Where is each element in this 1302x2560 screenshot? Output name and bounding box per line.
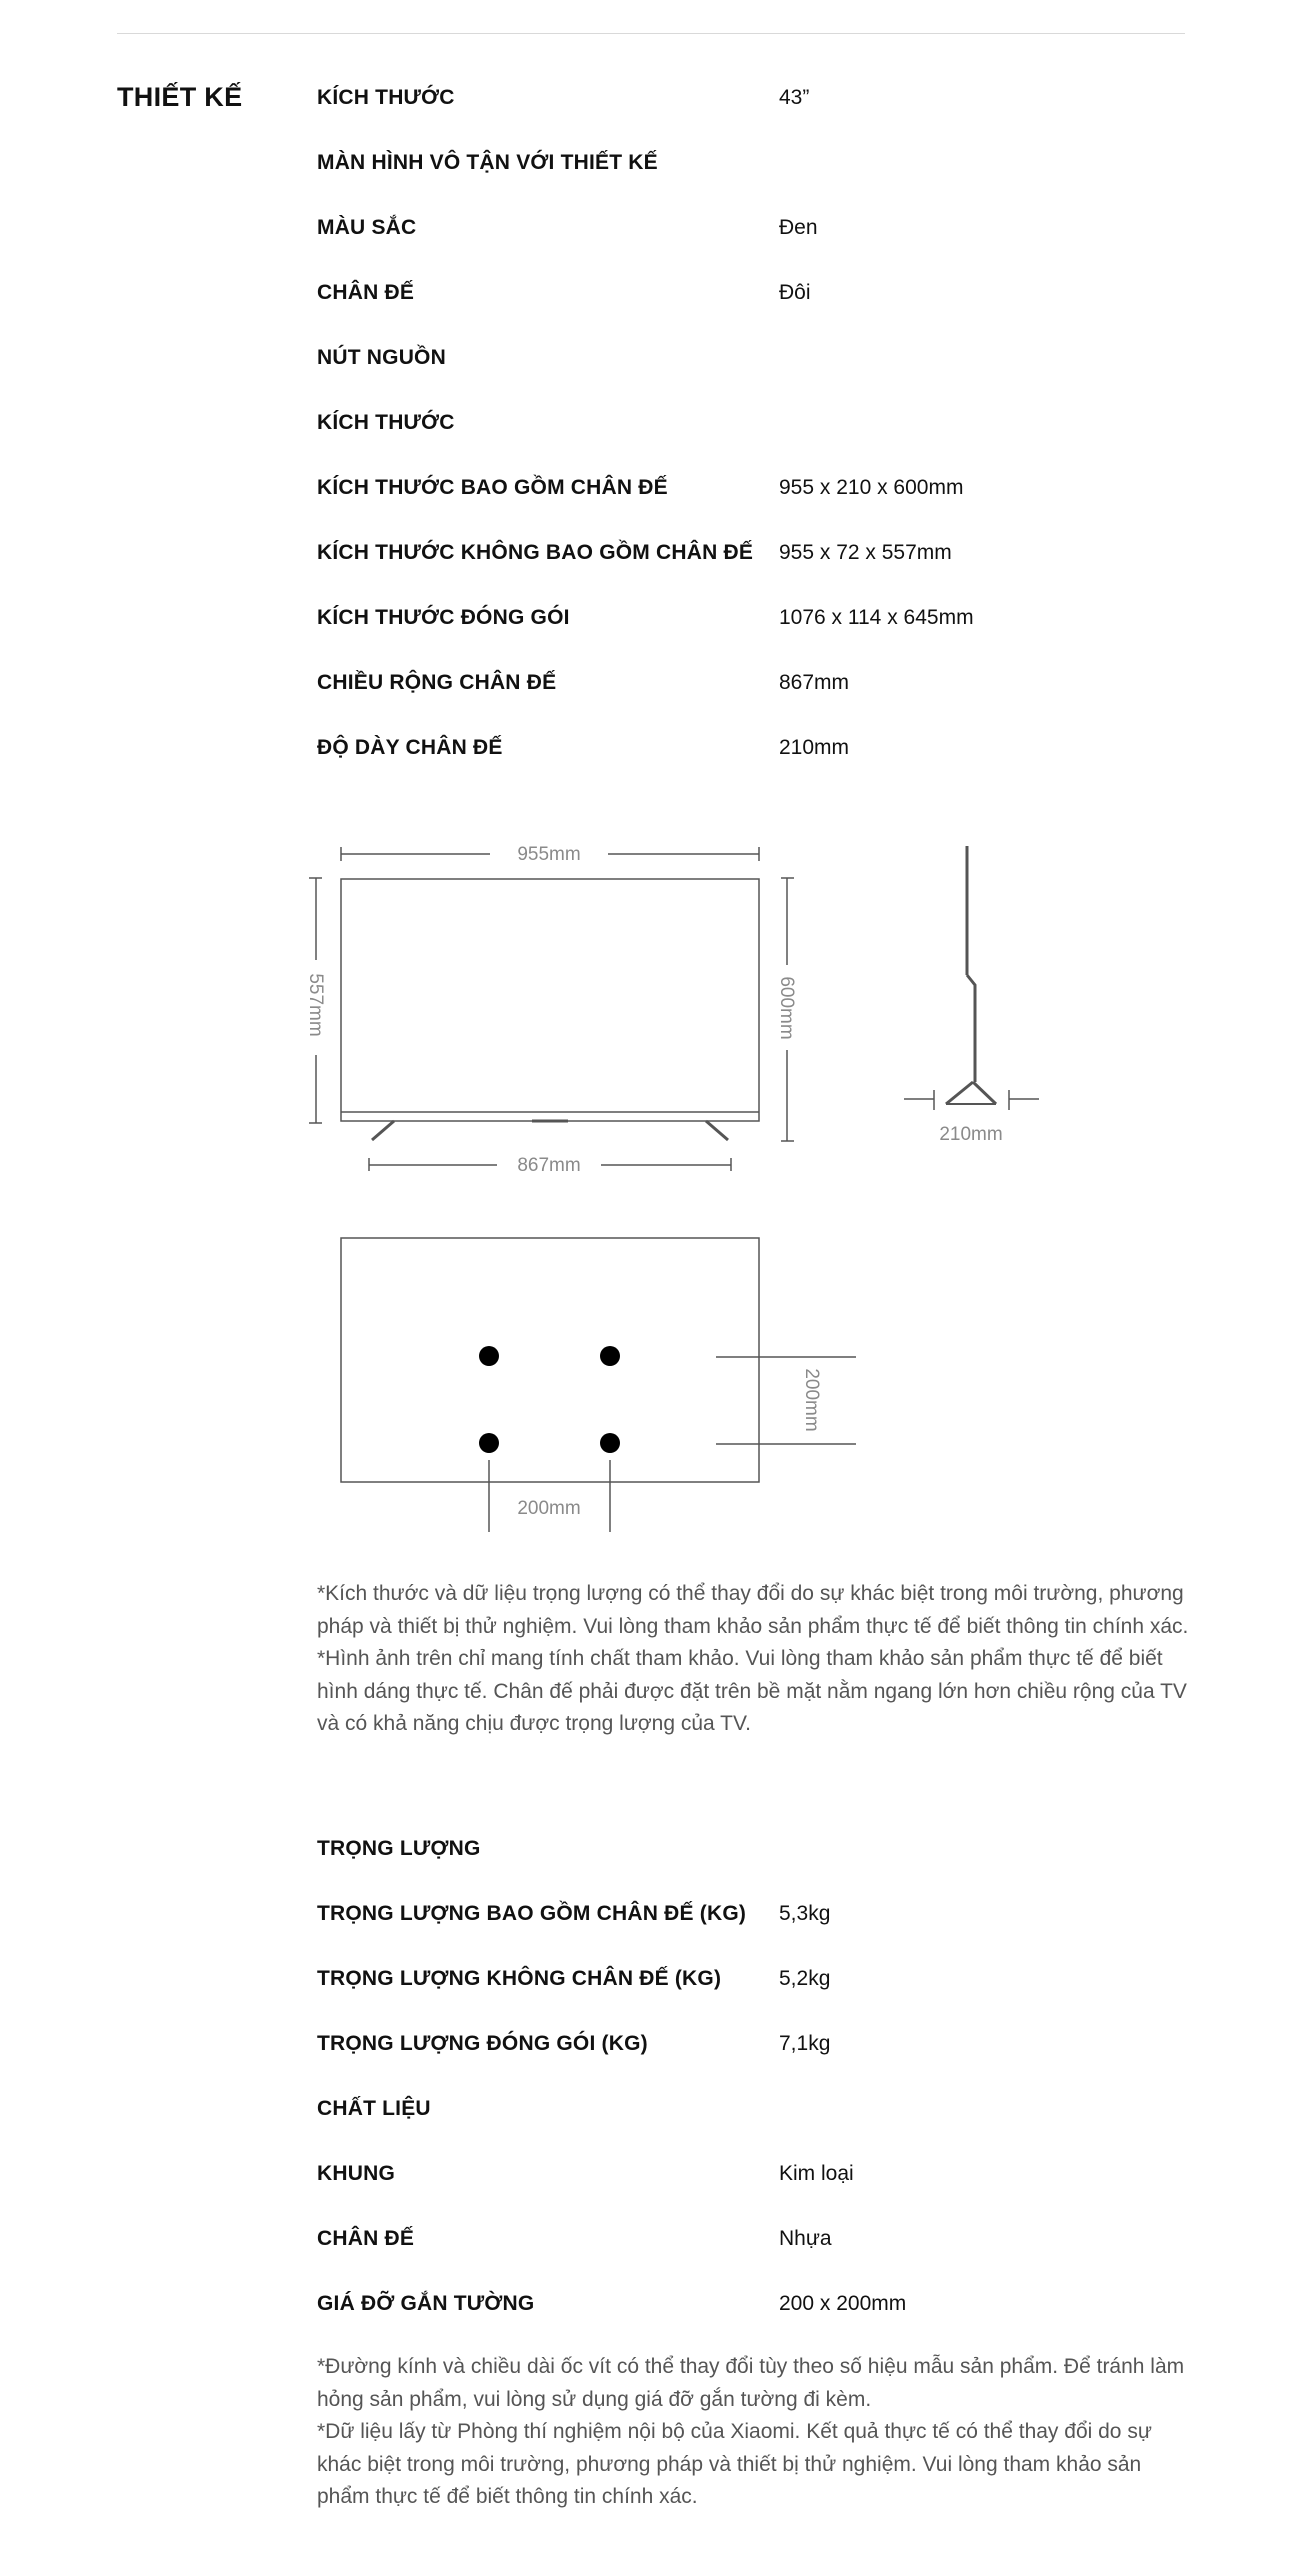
height-no-stand-label: 557mm xyxy=(305,973,326,1037)
spec-row-wall-mount xyxy=(317,2292,1197,2332)
spec-label: KÍCH THƯỚC xyxy=(317,86,455,109)
spec-label: NÚT NGUỒN xyxy=(317,346,446,369)
mount-hole xyxy=(600,1433,620,1453)
spec-value: 5,3kg xyxy=(779,1902,831,1925)
spec-label: CHIỀU RỘNG CHÂN ĐẾ xyxy=(317,671,557,694)
group-heading: TRỌNG LƯỢNG xyxy=(317,1837,481,1860)
spec-row-frame xyxy=(317,2162,1197,2202)
section-title: THIẾT KẾ xyxy=(117,82,243,112)
spec-row-size xyxy=(317,86,1197,126)
material-notes xyxy=(317,2351,1197,2514)
spec-row-color xyxy=(317,216,1197,256)
spec-label: CHÂN ĐẾ xyxy=(317,2227,415,2250)
vesa-holes xyxy=(479,1346,620,1453)
spec-row-infinite-screen xyxy=(317,151,1197,191)
tv-front-diagram xyxy=(309,847,794,1171)
spec-row-dim-package xyxy=(317,606,1197,646)
stand-width-label: 867mm xyxy=(517,1155,581,1176)
weight-heading xyxy=(317,1837,1197,1877)
spec-value: 867mm xyxy=(779,671,850,694)
spec-value: 955 x 72 x 557mm xyxy=(779,541,952,564)
note-paragraph: *Kích thước và dữ liệu trọng lượng có thể thay đổi do sự khác biệt trong môi trường, phương pháp và thiết bị thử nghiệm. Vui lòng tham khảo sản phẩm thực tế để biết thông tin chính xác. xyxy=(317,1582,1189,1638)
stand-depth-label: 210mm xyxy=(939,1124,1003,1145)
dimensions-heading xyxy=(317,411,1197,451)
spec-label: TRỌNG LƯỢNG BAO GỒM CHÂN ĐẾ (KG) xyxy=(317,1902,747,1925)
group-heading: CHẤT LIỆU xyxy=(317,2097,431,2120)
group-heading: KÍCH THƯỚC xyxy=(317,411,455,434)
spec-row-stand-depth xyxy=(317,736,1197,776)
spec-value: 200 x 200mm xyxy=(779,2292,907,2315)
spec-row-stand xyxy=(317,281,1197,321)
spec-row-dim-without-stand xyxy=(317,541,1197,581)
tv-side-diagram xyxy=(904,846,1039,1110)
spec-value: Đôi xyxy=(779,281,811,304)
vesa-horizontal-label: 200mm xyxy=(517,1498,581,1519)
spec-label: GIÁ ĐỠ GẮN TƯỜNG xyxy=(317,2292,535,2315)
spec-row-stand-material xyxy=(317,2227,1197,2267)
vesa-diagram xyxy=(341,1238,856,1532)
mount-hole xyxy=(479,1346,499,1366)
spec-label: CHÂN ĐẾ xyxy=(317,281,415,304)
spec-label: KHUNG xyxy=(317,2162,395,2185)
note-paragraph: *Hình ảnh trên chỉ mang tính chất tham khảo. Vui lòng tham khảo sản phẩm thực tế để biết hình dáng thực tế. Chân đế phải được đặt trên bề mặt nằm ngang lớn hơn chiều rộng của TV và có khả năng chịu được trọng lượng của TV. xyxy=(317,1647,1187,1735)
spec-label: KÍCH THƯỚC KHÔNG BAO GỒM CHÂN ĐẾ xyxy=(317,541,754,564)
spec-label: KÍCH THƯỚC ĐÓNG GÓI xyxy=(317,606,570,629)
spec-row-stand-width xyxy=(317,671,1197,711)
spec-label: KÍCH THƯỚC BAO GỒM CHÂN ĐẾ xyxy=(317,476,668,499)
width-label: 955mm xyxy=(517,844,581,865)
spec-value: Đen xyxy=(779,216,818,239)
spec-row-weight-without-stand xyxy=(317,1967,1197,2007)
spec-row-dim-with-stand xyxy=(317,476,1197,516)
spec-label: MÀU SẮC xyxy=(317,216,417,239)
spec-row-power-button xyxy=(317,346,1197,386)
spec-label: MÀN HÌNH VÔ TẬN VỚI THIẾT KẾ xyxy=(317,151,658,174)
spec-label: TRỌNG LƯỢNG KHÔNG CHÂN ĐẾ (KG) xyxy=(317,1967,722,1990)
spec-value: 5,2kg xyxy=(779,1967,831,1990)
spec-value: Kim loại xyxy=(779,2162,854,2185)
dimension-notes xyxy=(317,1578,1197,1741)
spec-row-weight-package xyxy=(317,2032,1197,2072)
spec-row-weight-with-stand xyxy=(317,1902,1197,1942)
mount-hole xyxy=(479,1433,499,1453)
material-heading xyxy=(317,2097,1197,2137)
note-paragraph: *Đường kính và chiều dài ốc vít có thể thay đổi tùy theo số hiệu mẫu sản phẩm. Để tránh làm hỏng sản phẩm, vui lòng sử dụng giá đỡ gắn tường đi kèm. xyxy=(317,2355,1185,2411)
spec-value: 1076 x 114 x 645mm xyxy=(779,606,974,629)
spec-value: 43” xyxy=(779,86,810,109)
top-divider xyxy=(117,33,1185,34)
vesa-vertical-label: 200mm xyxy=(801,1368,822,1432)
mount-hole xyxy=(600,1346,620,1366)
spec-value: Nhựa xyxy=(779,2227,832,2250)
spec-value: 7,1kg xyxy=(779,2032,831,2055)
spec-value: 955 x 210 x 600mm xyxy=(779,476,964,499)
spec-label: TRỌNG LƯỢNG ĐÓNG GÓI (KG) xyxy=(317,2032,648,2055)
spec-label: ĐỘ DÀY CHÂN ĐẾ xyxy=(317,736,503,759)
spec-value: 210mm xyxy=(779,736,850,759)
note-paragraph: *Dữ liệu lấy từ Phòng thí nghiệm nội bộ của Xiaomi. Kết quả thực tế có thể thay đổi do sự khác biệt trong môi trường, phương pháp và thiết bị thử nghiệm. Vui lòng tham khảo sản phẩm thực tế để biết thông tin chính xác. xyxy=(317,2420,1152,2508)
height-with-stand-label: 600mm xyxy=(776,976,797,1040)
